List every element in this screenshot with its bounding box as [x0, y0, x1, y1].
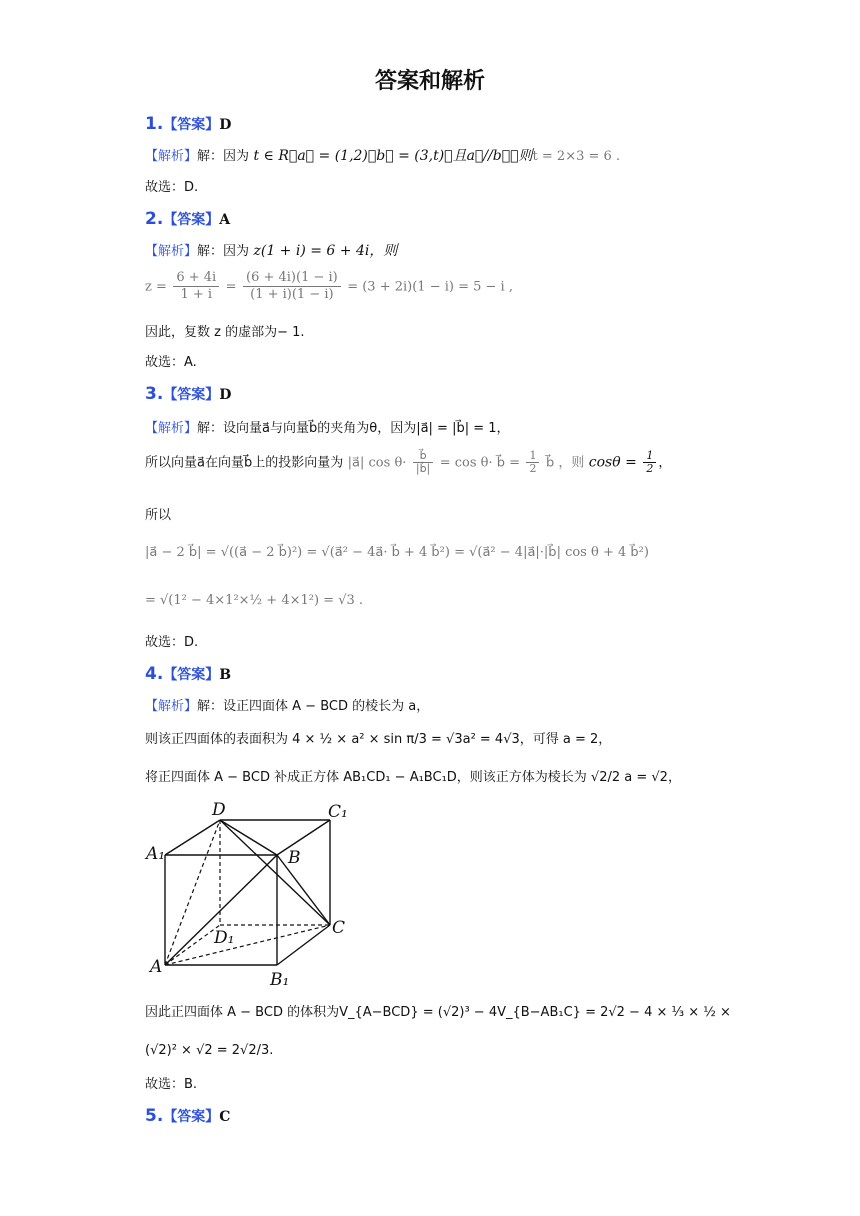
label-B1: B₁	[270, 970, 290, 990]
q1-analysis-tag: 【解析】	[145, 149, 198, 164]
q4-volume-line-1: 因此正四面体 A − BCD 的体积为V_{A−BCD} = (√2)³ − 4V_{B−AB₁C} = 2√2 − 4 × ⅓ × ½ ×	[145, 1005, 731, 1020]
q5-answer: C	[219, 1109, 231, 1125]
q3-line1: 解：设向量a⃗与向量b⃗的夹角为θ，因为|a⃗| = |b⃗| = 1，	[197, 421, 510, 436]
q4-line1: 解：设正四面体 A − BCD 的棱长为 a，	[197, 699, 430, 714]
q3-projection-fraction: $\frac{b⃗}{|b⃗|}$	[413, 450, 433, 475]
q4-answer: B	[219, 667, 232, 683]
q5-answer-line	[145, 1106, 230, 1127]
q4-answer-line	[145, 664, 231, 685]
q1-analysis-line	[145, 146, 620, 167]
q1-result: t = 2×3 = 6 .	[532, 149, 621, 164]
q3-number: 3.	[145, 384, 164, 404]
q3-answer-line	[145, 384, 231, 405]
label-D1: D₁	[214, 928, 235, 948]
q2-analysis-line	[145, 241, 397, 262]
label-D: D	[212, 800, 226, 820]
q2-analysis-tag: 【解析】	[145, 244, 198, 259]
q3-derivation-1: |a⃗ − 2 b⃗| = √((a⃗ − 2 b⃗)²) = √(a⃗² − 4a⃗· b⃗ + 4 b⃗²) = √(a⃗² − 4|a⃗|·|b⃗| cos θ + 4 b⃗²)	[145, 545, 649, 560]
q3-so-line: 所以	[145, 508, 172, 523]
q3-analysis-line	[145, 418, 510, 439]
q4-cube-completion: 将正四面体 A − BCD 补成正方体 AB₁CD₁ − A₁BC₁D，则该正方体为棱长为 √2/2 a = √2，	[145, 770, 681, 785]
q2-answer: A	[219, 212, 231, 228]
q2-number: 2.	[145, 209, 164, 229]
label-B: B	[288, 848, 301, 868]
q2-equation: z = $\frac{6 + 4i}{1 + i}$ = $\frac{(6 + 4i)(1 - i)}{(1 + i)(1 - i)}$ = (3 + 2i)(1 − i) = 5 − i ,	[145, 270, 513, 302]
q4-choose: 故选：B.	[145, 1077, 198, 1092]
label-A: A	[150, 957, 163, 977]
q3-derivation-2: = √(1² − 4×1²×½ + 4×1²) = √3 .	[145, 593, 364, 608]
q2-answer-tag: 【答案】	[163, 212, 220, 228]
q4-answer-tag: 【答案】	[163, 667, 220, 683]
q4-volume-line-2: (√2)² × √2 = 2√2/3.	[145, 1043, 274, 1058]
q2-choose: 故选：A.	[145, 355, 197, 370]
q2-fraction-1: $\frac{6 + 4i}{1 + i}$	[173, 270, 219, 303]
q4-number: 4.	[145, 664, 164, 684]
q2-conclusion: 因此，复数 z 的虚部为− 1.	[145, 325, 305, 340]
cube-tetrahedron-figure	[140, 795, 360, 990]
cube-solid-edges	[165, 820, 330, 965]
q2-fraction-2: $\frac{(6 + 4i)(1 - i)}{(1 + i)(1 - i)}$	[243, 270, 341, 303]
q5-number: 5.	[145, 1106, 164, 1126]
q1-choose: 故选：D.	[145, 180, 199, 195]
q3-answer: D	[219, 387, 232, 403]
q3-half-fraction: $\frac{1}{2}$	[526, 450, 539, 475]
q2-condition: z(1 + i) = 6 + 4i，则	[253, 243, 398, 259]
q1-answer-line	[145, 114, 231, 135]
label-C: C	[332, 918, 346, 938]
q4-analysis-tag: 【解析】	[145, 699, 198, 714]
page-title: 答案和解析	[374, 69, 485, 94]
q3-cos-fraction: $\frac{1}{2}$	[643, 450, 656, 475]
q1-number: 1.	[145, 114, 164, 134]
q3-choose: 故选：D.	[145, 635, 199, 650]
q3-projection-line: 所以向量a⃗在向量b⃗上的投影向量为 |a⃗| cos θ· $\frac{b⃗}{|b⃗|}$ = cos θ· b⃗ = $\frac{1}{2}$ b⃗ ，则 cosθ = $\frac{1}{2}$ ，	[145, 449, 672, 475]
q4-analysis-line	[145, 696, 429, 717]
q1-analysis-head: 解：因为	[197, 149, 250, 164]
q1-answer: D	[219, 117, 232, 133]
q2-answer-line	[145, 209, 230, 230]
q4-surface-area: 则该正四面体的表面积为 4 × ½ × a² × sin π/3 = √3a² = 4√3，可得 a = 2，	[145, 732, 612, 747]
q1-condition: t ∈ R，a⃗ = (1,2)，b⃗ = (3,t)，且a⃗//b⃗，则	[253, 148, 533, 164]
q3-answer-tag: 【答案】	[163, 387, 220, 403]
label-A1: A₁	[146, 844, 166, 864]
label-C1: C₁	[328, 802, 348, 822]
q2-analysis-head: 解：因为	[197, 244, 250, 259]
q1-answer-tag: 【答案】	[163, 117, 220, 133]
q5-answer-tag: 【答案】	[163, 1109, 220, 1125]
q3-analysis-tag: 【解析】	[145, 421, 198, 436]
